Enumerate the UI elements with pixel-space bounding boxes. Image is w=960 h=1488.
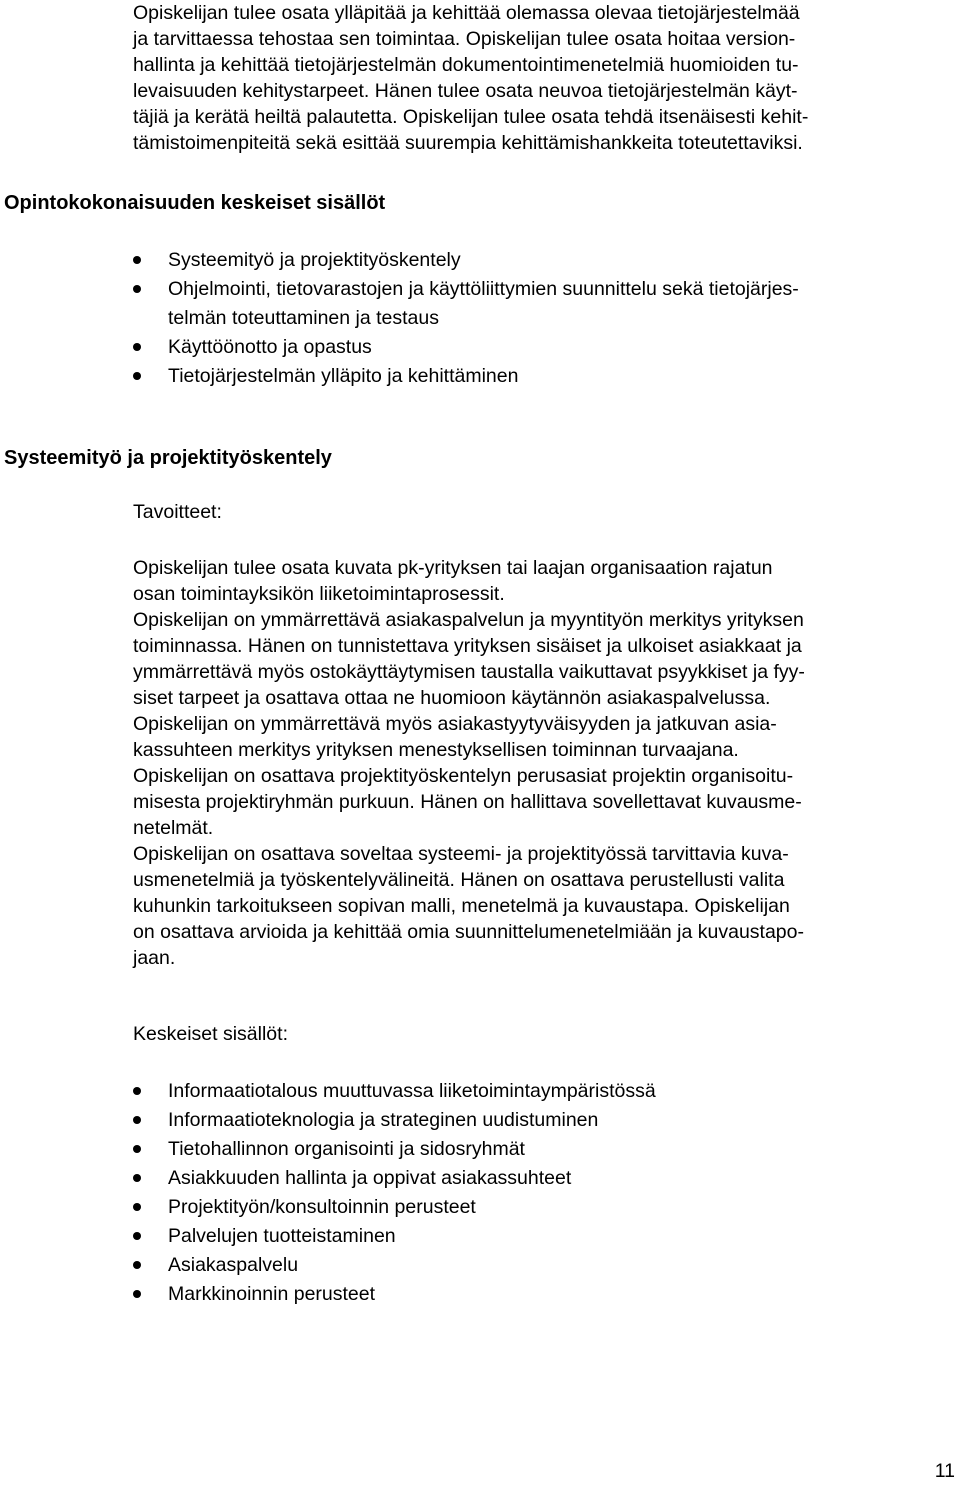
list-item <box>0 362 799 391</box>
list-item-text: Tietohallinnon organisointi ja sidosryhmät <box>168 1138 525 1160</box>
intro-paragraph <box>133 0 957 156</box>
goals-line: misesta projektiryhmän purkuun. Hänen on hallittava sovellettavat kuvausme- <box>133 791 802 813</box>
contents-overview-list <box>0 246 799 391</box>
list-item-text: Markkinoinnin perusteet <box>168 1283 376 1305</box>
bullet-icon <box>133 1261 141 1269</box>
list-item <box>0 1077 656 1106</box>
bullet-icon <box>133 1203 141 1211</box>
list-item-text: Asiakaspalvelu <box>168 1254 299 1276</box>
list-item <box>0 1280 656 1309</box>
list-item <box>0 1135 656 1164</box>
bullet-icon <box>133 372 141 380</box>
list-item <box>0 333 799 362</box>
goals-line: osan toimintayksikön liiketoimintaprosessit. <box>133 583 505 605</box>
bullet-icon <box>133 256 141 264</box>
bullet-icon <box>133 1116 141 1124</box>
list-item-text: Käyttöönotto ja opastus <box>168 336 372 358</box>
goals-line: siset tarpeet ja osattava ottaa ne huomioon käytännön asiakaspalvelussa. <box>133 687 771 709</box>
section-heading-systeemityo: Systeemityö ja projektityöskentely <box>4 447 332 469</box>
list-item <box>0 246 799 275</box>
goals-line: kuhunkin tarkoitukseen sopivan malli, menetelmä ja kuvaustapa. Opiskelijan <box>133 895 790 917</box>
goals-line: on osattava arvioida ja kehittää omia suunnittelumenetelmiään ja kuvaustapo- <box>133 921 804 943</box>
goals-line: netelmät. <box>133 817 214 839</box>
list-item-text: Systeemityö ja projektityöskentely <box>168 249 461 271</box>
goals-line: jaan. <box>133 947 176 969</box>
bullet-icon <box>133 343 141 351</box>
list-item-text-continuation: telmän toteuttaminen ja testaus <box>168 307 439 329</box>
goals-line: Opiskelijan on osattava soveltaa systeemi- ja projektityössä tarvittavia kuva- <box>133 843 789 865</box>
intro-line: levaisuuden kehitystarpeet. Hänen tulee osata neuvoa tietojärjestelmän käyt- <box>133 80 798 102</box>
list-item-text: Informaatiotalous muuttuvassa liiketoimintaympäristössä <box>168 1080 656 1102</box>
intro-line: tämistoimenpiteitä sekä esittää suurempia kehittämishankkeita toteutettaviksi. <box>133 132 803 154</box>
goals-line: usmenetelmiä ja työskentelyvälineitä. Hänen on osattava perustellusti valita <box>133 869 785 891</box>
intro-line: ja tarvittaessa tehostaa sen toimintaa. Opiskelijan tulee osata hoitaa version- <box>133 28 796 50</box>
goals-line: Opiskelijan tulee osata kuvata pk-yrityksen tai laajan organisaation rajatun <box>133 557 773 579</box>
list-item-text: Palvelujen tuotteistaminen <box>168 1225 396 1247</box>
goals-line: Opiskelijan on osattava projektityöskentelyn perusasiat projektin organisoitu- <box>133 765 794 787</box>
list-item <box>0 1193 656 1222</box>
list-item <box>0 1222 656 1251</box>
list-item-text: Asiakkuuden hallinta ja oppivat asiakassuhteet <box>168 1167 572 1189</box>
intro-line: hallinta ja kehittää tietojärjestelmän dokumentointimenetelmiä huomioiden tu- <box>133 54 799 76</box>
page-number: 11 <box>934 1460 955 1482</box>
list-item-text: Informaatioteknologia ja strateginen uudistuminen <box>168 1109 599 1131</box>
list-item <box>0 275 799 333</box>
list-item-text: Ohjelmointi, tietovarastojen ja käyttöliittymien suunnittelu sekä tietojärjes- <box>168 278 799 300</box>
list-item-text: Projektityön/konsultoinnin perusteet <box>168 1196 476 1218</box>
key-contents-list <box>0 1077 656 1309</box>
bullet-icon <box>133 1290 141 1298</box>
goals-paragraph <box>133 555 957 971</box>
list-item <box>0 1164 656 1193</box>
bullet-icon <box>133 1232 141 1240</box>
list-item-text: Tietojärjestelmän ylläpito ja kehittäminen <box>168 365 519 387</box>
intro-line: täjiä ja kerätä heiltä palautetta. Opiskelijan tulee osata tehdä itsenäisesti kehit- <box>133 106 809 128</box>
bullet-icon <box>133 285 141 293</box>
goals-line: Opiskelijan on ymmärrettävä asiakaspalvelun ja myyntityön merkitys yrityksen <box>133 609 804 631</box>
goals-line: toiminnassa. Hänen on tunnistettava yrityksen sisäiset ja ulkoiset asiakkaat ja <box>133 635 802 657</box>
list-item <box>0 1251 656 1280</box>
goals-line: ymmärrettävä myös ostokäyttäytymisen taustalla vaikuttavat psyykkiset ja fyy- <box>133 661 805 683</box>
bullet-icon <box>133 1145 141 1153</box>
list-item <box>0 1106 656 1135</box>
goals-label: Tavoitteet: <box>133 501 222 523</box>
intro-line: Opiskelijan tulee osata ylläpitää ja kehittää olemassa olevaa tietojärjestelmää <box>133 2 800 24</box>
goals-line: Opiskelijan on ymmärrettävä myös asiakastyytyväisyyden ja jatkuvan asia- <box>133 713 777 735</box>
bullet-icon <box>133 1087 141 1095</box>
bullet-icon <box>133 1174 141 1182</box>
goals-line: kassuhteen merkitys yrityksen menestyksellisen toiminnan turvaajana. <box>133 739 739 761</box>
section-heading-keskeiset-sisallot: Opintokokonaisuuden keskeiset sisällöt <box>4 192 386 214</box>
contents-label: Keskeiset sisällöt: <box>133 1023 288 1045</box>
